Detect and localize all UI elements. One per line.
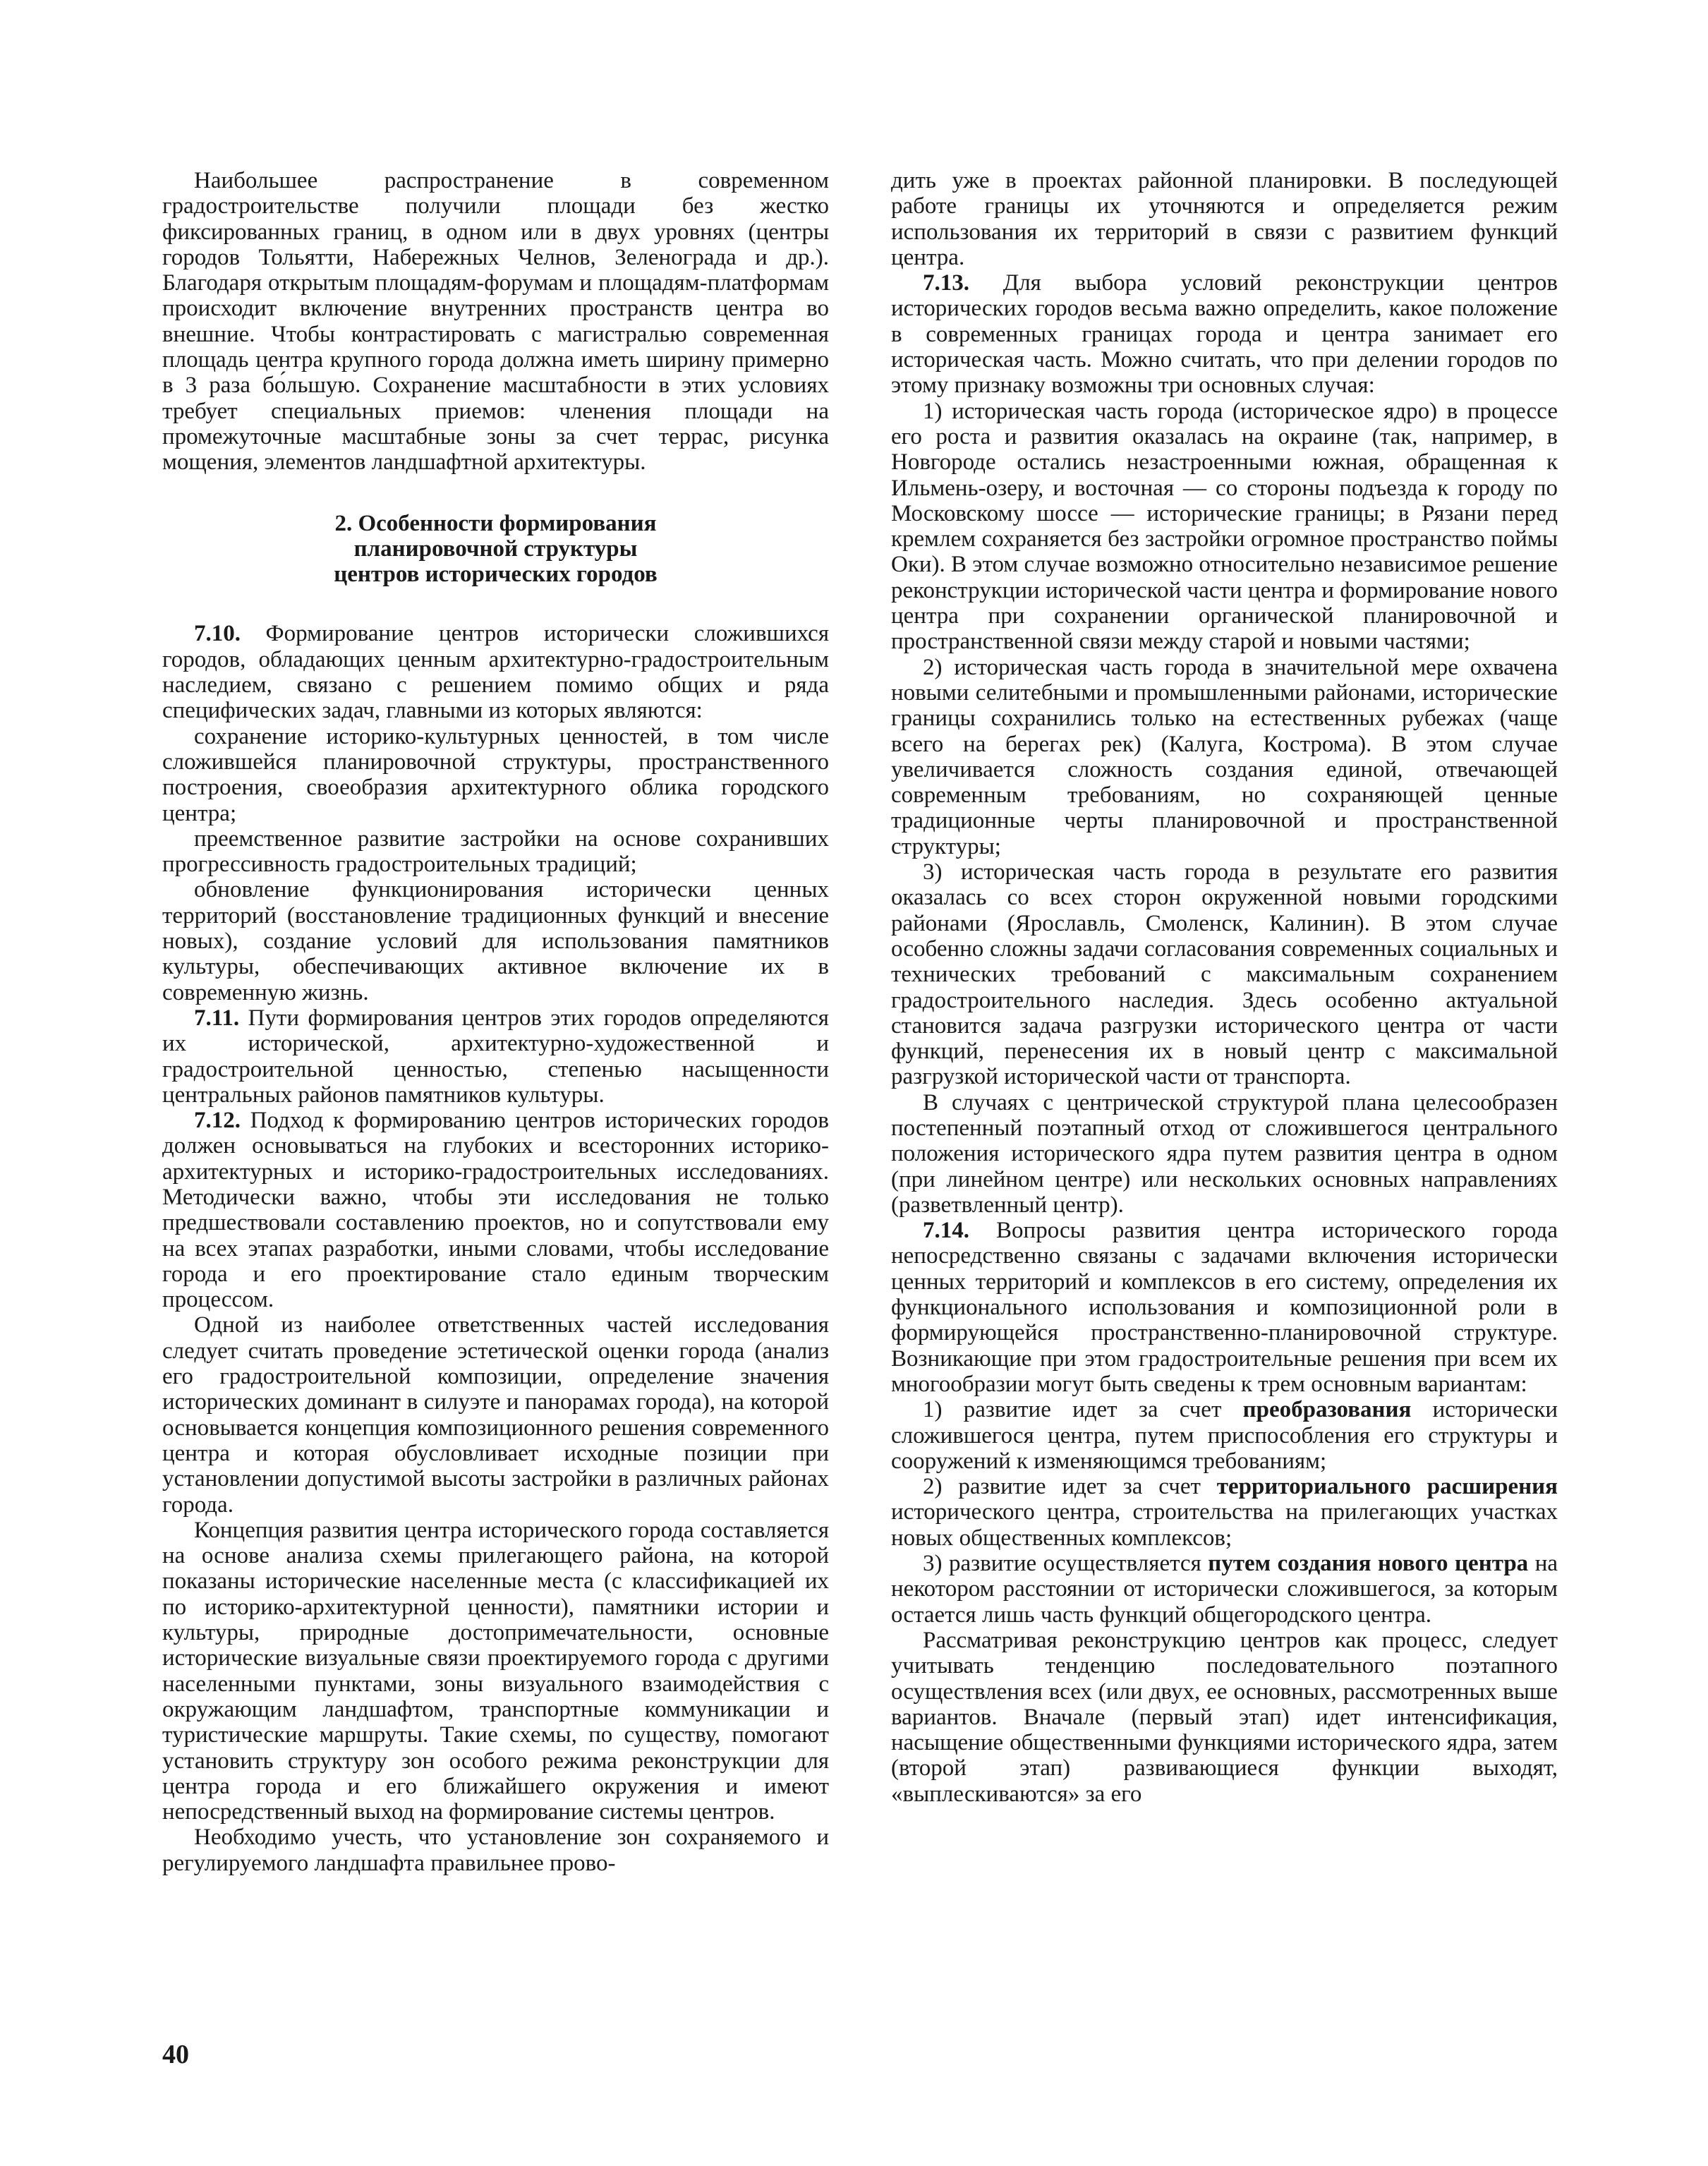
page-number: 40 [162, 2040, 189, 2069]
text: исторически сложившегося центра, путем приспособления его структуры и сооружений к изменяющимся требованиям; [891, 1397, 1558, 1474]
clause-number: 7.11. [194, 1005, 240, 1031]
heading-line: планировочной структуры [353, 536, 638, 562]
paragraph-text: Вопросы развития центра исторического города непосредственно связаны с задачами включения исторически ценных территорий и комплексов в его систему, определения их функционального использования и композиционной роли в формирующейся пространственно-планировочной структуре. Возникающие при этом градостроительные решения при всем их многообразии могут быть сведены к трем основным вариантам: [891, 1218, 1558, 1397]
clause-number: 7.10. [194, 621, 241, 647]
clause-number: 7.13. [923, 270, 969, 296]
list-item: преемственное развитие застройки на основе сохранивших прогрессивность градостроительных традиций; [162, 825, 829, 878]
list-item: 1) историческая часть города (историческое ядро) в процессе его роста и развития оказалась на окраине (так, например, в Новгороде остались незастроенными южная, обращенная к Ильмень-озеру, и восточная — со стороны подъезда к городу по Московскому шоссе — исторические границы; в Рязани перед кремлем сохраняется без застройки огромное пространство поймы Оки). В этом случае возможно относительно независимое решение реконструкции исторической части центра и формирование нового центра при сохранении органической планировочной и пространственной связи между старой и новыми частями; [891, 398, 1558, 655]
text: исторического центра, строительства на прилегающих участках новых общественных комплексов; [891, 1499, 1558, 1551]
list-item [891, 1551, 1558, 1628]
paragraph-text: Подход к формированию центров исторических городов должен основываться на глубоких и всесторонних историко-архитектурных и историко-градостроительных исследованиях. Методически важно, чтобы эти исследования не только предшествовали составлению проектов, но и сопутствовали ему на всех этапах разработки, иными словами, чтобы исследование города и его проектирование стало единым творческим процессом. [162, 1108, 829, 1313]
paragraph-text: Пути формирования центров этих городов определяются их исторической, архитектурно-художественной и градостроительной ценностью, степенью насыщенности центральных районов памятников культуры. [162, 1005, 829, 1108]
emphasis: преобразования [1242, 1397, 1412, 1423]
paragraph-7-10 [162, 621, 829, 723]
paragraph: Необходимо учесть, что установление зон сохраняемого и регулируемого ландшафта правильнее прово- [162, 1825, 829, 1876]
emphasis: путем создания нового центра [1208, 1551, 1529, 1577]
list-item [891, 1474, 1558, 1551]
list-item: сохранение историко-культурных ценностей, в том числе сложившейся планировочной структуры, пространственного построения, своеобразия архитектурного облика городского центра; [162, 723, 829, 826]
text: 1) развитие идет за счет [923, 1397, 1243, 1423]
paragraph: Рассматривая реконструкцию центров как процесс, следует учитывать тенденцию последовательного поэтапного осуществления всех (или двух, ее основных, рассмотренных выше вариантов. Вначале (первый этап) идет интенсификация, насыщение общественными функциями исторического ядра, затем (второй этап) развивающиеся функции выходят, «выплескиваются» за его [891, 1627, 1558, 1807]
paragraph-7-11 [162, 1005, 829, 1108]
clause-number: 7.14. [923, 1218, 969, 1244]
paragraph: В случаях с центрической структурой плана целесообразен постепенный поэтапный отход от сложившегося центрального положения исторического ядра путем развития центра в одном (при линейном центре) или нескольких основных направлениях (разветвленный центр). [891, 1089, 1558, 1218]
paragraph-7-12 [162, 1108, 829, 1312]
paragraph-intro: Наибольшее распространение в современном градостроительстве получили площади без жестко фиксированных границ, в одном или в двух уровнях (центры городов Тольятти, Набережных Челнов, Зеленограда и др.). Благодаря открытым площадям-форумам и площадям-платформам происходит включение внутренних пространств центра во внешние. Чтобы контрастировать с магистралью современная площадь центра крупного города должна иметь ширину примерно в 3 раза бо́льшую. Сохранение масштабности в этих условиях требует специальных приемов: членения площади на промежуточные масштабные зоны за счет террас, рисунка мощения, элементов ландшафтной архитектуры. [162, 168, 829, 476]
paragraph-7-13 [891, 270, 1558, 398]
text: 3) развитие осуществляется [923, 1551, 1209, 1577]
text: на некотором расстоянии от исторически сложившегося, за которым остается лишь часть функций общегородского центра. [891, 1551, 1558, 1628]
list-item: 3) историческая часть города в результате его развития оказалась со всех сторон окруженной новыми городскими районами (Ярославль, Смоленск, Калинин). В этом случае особенно сложны задачи согласования современных социальных и технических требований с максимальным сохранением градостроительного наследия. Здесь особенно актуальной становится задача разгрузки исторического центра от части функций, перенесения их в новый центр с максимальной разгрузкой исторической части от транспорта. [891, 859, 1558, 1090]
list-item: обновление функционирования исторически ценных территорий (восстановление традиционных функций и внесение новых), создание условий для использования памятников культуры, обеспечивающих активное включение их в современную жизнь. [162, 877, 829, 1005]
paragraph: Концепция развития центра исторического города составляется на основе анализа схемы прилегающего района, на которой показаны исторические населенные места (с классификацией их по историко-архитектурной ценности), памятники истории и культуры, природные достопримечательности, основные исторические визуальные связи проектируемого города с другими населенными пунктами, зоны визуального взаимодействия с окружающим ландшафтом, транспортные коммуникации и туристические маршруты. Такие схемы, по существу, помогают установить структуру зон особого режима реконструкции для центра города и его ближайшего окружения и имеют непосредственный выход на формирование системы центров. [162, 1517, 829, 1825]
right-column [891, 168, 1558, 1807]
clause-number: 7.12. [194, 1108, 241, 1134]
section-heading [162, 511, 829, 588]
left-column [162, 168, 829, 1876]
heading-line: центров исторических городов [334, 562, 658, 588]
paragraph-continued: дить уже в проектах районной планировки. В последующей работе границы их уточняются и определяется режим использования их территорий в связи с развитием функций центра. [891, 168, 1558, 270]
paragraph: Одной из наиболее ответственных частей исследования следует считать проведение эстетической оценки города (анализ его градостроительной композиции, определение значения исторических доминант в силуэте и панорамах города), на которой основывается концепция композиционного решения современного центра и которая обусловливает исходные позиции при установлении допустимой высоты застройки в различных районах города. [162, 1312, 829, 1518]
emphasis: территориального расширения [1216, 1474, 1558, 1500]
paragraph-text: Для выбора условий реконструкции центров исторических городов весьма важно определить, какое положение в современных границах города и центра занимает его историческая часть. Можно считать, что при делении городов по этому признаку возможны три основных случая: [891, 270, 1558, 399]
list-item [891, 1397, 1558, 1474]
text: 2) развитие идет за счет [923, 1474, 1217, 1500]
paragraph-text: Формирование центров исторически сложившихся городов, обладающих ценным архитектурно-градостроительным наследием, связано с решением помимо общих и ряда специфических задач, главными из которых являются: [162, 621, 829, 724]
list-item: 2) историческая часть города в значительной мере охвачена новыми селитебными и промышленными районами, исторические границы сохранились только на естественных рубежах (чаще всего на берегах рек) (Калуга, Кострома). В этом случае увеличивается сложность создания единой, отвечающей современным требованиям, но сохраняющей ценные традиционные черты планировочной и пространственной структуры; [891, 654, 1558, 859]
heading-line: 2. Особенности формирования [334, 510, 657, 536]
paragraph-7-14 [891, 1218, 1558, 1397]
